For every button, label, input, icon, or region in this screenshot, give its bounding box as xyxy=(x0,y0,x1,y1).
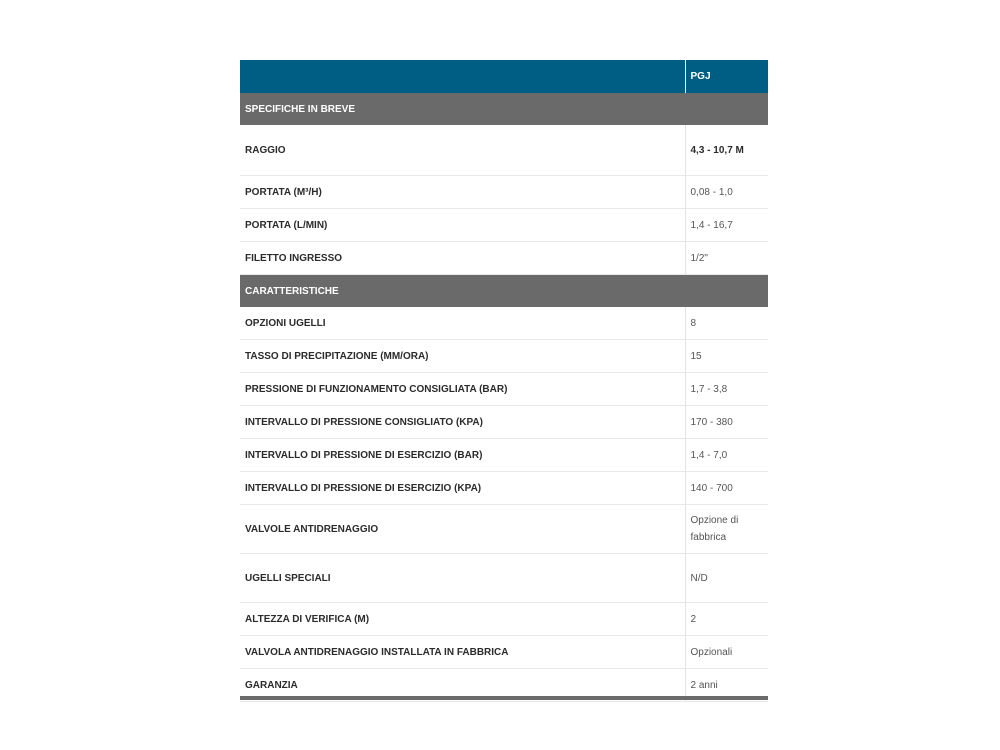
spec-label: GARANZIA xyxy=(240,669,685,702)
spec-value: 2 anni xyxy=(685,669,768,702)
spec-label: INTERVALLO DI PRESSIONE DI ESERCIZIO (BAR) xyxy=(240,439,685,472)
spec-value: 4,3 - 10,7 M xyxy=(685,125,768,176)
table-row xyxy=(240,242,768,275)
header-model-cell: PGJ xyxy=(685,60,768,93)
spec-label: VALVOLA ANTIDRENAGGIO INSTALLATA IN FABBRICA xyxy=(240,636,685,669)
table-row xyxy=(240,209,768,242)
spec-label: INTERVALLO DI PRESSIONE DI ESERCIZIO (KPA) xyxy=(240,472,685,505)
table-row xyxy=(240,307,768,340)
spec-value: 2 xyxy=(685,603,768,636)
spec-value: Opzionali xyxy=(685,636,768,669)
spec-value: 1,7 - 3,8 xyxy=(685,373,768,406)
section-title: SPECIFICHE IN BREVE xyxy=(240,93,768,125)
table-row xyxy=(240,636,768,669)
table-row xyxy=(240,373,768,406)
table-row xyxy=(240,472,768,505)
spec-label: FILETTO INGRESSO xyxy=(240,242,685,275)
spec-value: 1,4 - 7,0 xyxy=(685,439,768,472)
spec-label: INTERVALLO DI PRESSIONE CONSIGLIATO (KPA) xyxy=(240,406,685,439)
spec-value: Opzione di fabbrica xyxy=(685,505,768,554)
table-row xyxy=(240,554,768,603)
table-header-row xyxy=(240,60,768,93)
table-row xyxy=(240,406,768,439)
table-row xyxy=(240,125,768,176)
spec-label: VALVOLE ANTIDRENAGGIO xyxy=(240,505,685,554)
table-row xyxy=(240,603,768,636)
spec-value: 0,08 - 1,0 xyxy=(685,176,768,209)
spec-value: 1,4 - 16,7 xyxy=(685,209,768,242)
spec-label: ALTEZZA DI VERIFICA (M) xyxy=(240,603,685,636)
table-row xyxy=(240,439,768,472)
spec-value: 170 - 380 xyxy=(685,406,768,439)
spec-value: 140 - 700 xyxy=(685,472,768,505)
spec-value: 1/2" xyxy=(685,242,768,275)
table-row xyxy=(240,340,768,373)
table-bottom-border xyxy=(240,696,768,700)
spec-value: N/D xyxy=(685,554,768,603)
header-label-cell xyxy=(240,60,685,93)
spec-label: TASSO DI PRECIPITAZIONE (MM/ORA) xyxy=(240,340,685,373)
spec-label: PORTATA (M³/H) xyxy=(240,176,685,209)
spec-label: OPZIONI UGELLI xyxy=(240,307,685,340)
spec-label: PRESSIONE DI FUNZIONAMENTO CONSIGLIATA (BAR) xyxy=(240,373,685,406)
table-row xyxy=(240,505,768,554)
table-row xyxy=(240,176,768,209)
spec-label: UGELLI SPECIALI xyxy=(240,554,685,603)
section-header-row xyxy=(240,275,768,308)
spec-value: 15 xyxy=(685,340,768,373)
specifications-table xyxy=(240,60,768,702)
section-title: CARATTERISTICHE xyxy=(240,275,768,308)
spec-label: RAGGIO xyxy=(240,125,685,176)
section-header-row xyxy=(240,93,768,125)
spec-label: PORTATA (L/MIN) xyxy=(240,209,685,242)
spec-value: 8 xyxy=(685,307,768,340)
